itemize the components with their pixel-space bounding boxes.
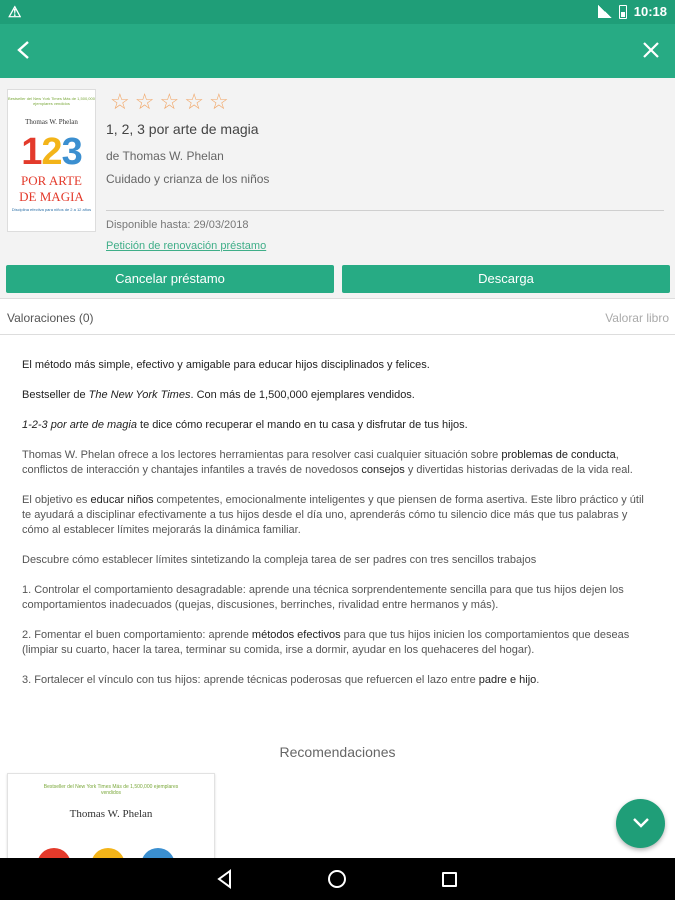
star-icon[interactable]: ☆ xyxy=(184,89,204,114)
signal-icon xyxy=(598,5,612,18)
cover-subtitle: Disciplina efectiva para niños de 2 a 12 años xyxy=(11,207,92,212)
renew-loan-link[interactable]: Petición de renovación préstamo xyxy=(106,240,267,252)
desc-highlight: educar niños xyxy=(90,494,154,506)
status-bar xyxy=(0,0,675,24)
battery-icon xyxy=(619,5,627,19)
book-title: 1, 2, 3 por arte de magia xyxy=(106,121,259,137)
cover-title-line-1: POR ARTE xyxy=(21,173,82,188)
desc-text: , conflictos de interacción y chantajes infantiles a través de novedosos xyxy=(22,449,619,476)
desc-text: para que tus hijos inicien los comportamientos que deseas (limpiar su cuarto, hacer la tarea, terminar su comida, irse a dormir, ayudar en los quehaceres del hogar). xyxy=(22,629,630,656)
warning-icon: ⚠ xyxy=(8,4,22,21)
rating-stars[interactable] xyxy=(110,89,229,114)
recommendation-cover xyxy=(41,776,181,863)
nav-recent-icon[interactable] xyxy=(442,872,457,887)
desc-paragraph-7: 1. Controlar el comportamiento desagradable: aprende una técnica sorprendentemente sencilla para que tus hijos dejen los comportamientos inadecuados (quejas, discusiones, berrinches, rivalidad entre hermanos y más). xyxy=(22,584,624,611)
book-description xyxy=(22,358,654,703)
status-time: 10:18 xyxy=(633,4,667,19)
nav-back-icon[interactable] xyxy=(215,869,235,889)
cover-title-line-2: DE MAGIA xyxy=(19,189,84,204)
star-icon[interactable]: ☆ xyxy=(110,89,130,114)
desc-paragraph-6: Descubre cómo establecer límites sintetizando la compleja tarea de ser padres con tres sencillos trabajos xyxy=(22,554,537,566)
star-icon[interactable]: ☆ xyxy=(208,89,229,114)
available-until: Disponible hasta: 29/03/2018 xyxy=(106,219,249,231)
desc-paragraph-8 xyxy=(22,628,654,658)
desc-highlight: consejos xyxy=(361,464,405,476)
cover-digit-2: 2 xyxy=(41,131,62,173)
cancel-loan-button[interactable]: Cancelar préstamo xyxy=(6,265,334,293)
chevron-down-icon xyxy=(632,816,650,830)
cover-digit-3: 3 xyxy=(61,131,82,173)
desc-italic: The New York Times xyxy=(88,389,191,401)
divider xyxy=(106,210,664,211)
desc-paragraph-3 xyxy=(22,418,654,433)
cover-author: Thomas W. Phelan xyxy=(25,118,78,126)
chevron-left-icon[interactable] xyxy=(10,36,38,64)
desc-paragraph-9 xyxy=(22,673,654,688)
recommendation-card[interactable] xyxy=(7,773,215,863)
book-author: de Thomas W. Phelan xyxy=(106,149,224,163)
book-category: Cuidado y crianza de los niños xyxy=(106,172,270,186)
desc-text: Thomas W. Phelan ofrece a los lectores herramientas para resolver casi cualquier situación sobre xyxy=(22,449,502,461)
desc-italic: 1-2-3 por arte de magia xyxy=(22,419,137,431)
desc-paragraph-5 xyxy=(22,493,654,538)
close-icon[interactable] xyxy=(637,36,665,64)
desc-highlight: problemas de conducta xyxy=(501,449,616,461)
desc-text: 3. Fortalecer el vínculo con tus hijos: aprende técnicas poderosas que refuercen el lazo entre xyxy=(22,674,479,686)
desc-paragraph-4 xyxy=(22,448,654,478)
recommendations-title: Recomendaciones xyxy=(279,744,396,760)
ratings-label[interactable]: Valoraciones (0) xyxy=(7,311,94,325)
desc-text: 2. Fomentar el buen comportamiento: aprende xyxy=(22,629,252,641)
rate-book-link[interactable]: Valorar libro xyxy=(605,311,669,325)
ratings-bar xyxy=(0,298,675,335)
cover-numbers xyxy=(8,132,95,172)
nav-home-icon[interactable] xyxy=(328,870,346,888)
desc-highlight: padre e hijo xyxy=(478,674,537,686)
desc-paragraph-2 xyxy=(22,388,654,403)
desc-text: El objetivo es xyxy=(22,494,91,506)
download-button[interactable]: Descarga xyxy=(342,265,670,293)
desc-text: . Con más de 1,500,000 ejemplares vendidos. xyxy=(190,389,415,401)
desc-text: Bestseller de xyxy=(22,389,89,401)
star-icon[interactable]: ☆ xyxy=(159,89,180,114)
desc-paragraph-1: El método más simple, efectivo y amigable para educar hijos disciplinados y felices. xyxy=(22,359,430,371)
rec-cover-tagline: Bestseller del New York Times Más de 1,500,000 ejemplares vendidos xyxy=(43,784,179,796)
star-icon[interactable]: ☆ xyxy=(134,89,155,114)
desc-text: competentes, emocionalmente inteligentes y que piensen de forma asertiva. Este libro práctico y útil te ayudará a disciplinar efectivamente a tus hijos desde el día uno, aprenderás cómo tu silencio dice más que tus palabras y cómo al establecer límites mejorarás la dinámica familiar. xyxy=(22,494,644,536)
desc-text: te dice cómo recuperar el mando en tu casa y disfrutar de tus hijos. xyxy=(136,419,468,431)
book-cover xyxy=(7,89,96,232)
desc-text: . xyxy=(536,674,540,686)
cover-tagline: Bestseller del New York Times Más de 1,500,000 ejemplares vendidos xyxy=(8,96,95,106)
desc-highlight: métodos efectivos xyxy=(251,629,341,641)
cover-digit-1: 1 xyxy=(21,131,42,173)
desc-text: y divertidas historias derivadas de la vida real. xyxy=(404,464,633,476)
scroll-down-button[interactable] xyxy=(616,799,665,848)
app-bar xyxy=(0,24,675,78)
system-nav-bar xyxy=(0,858,675,900)
rec-cover-author: Thomas W. Phelan xyxy=(69,808,153,820)
